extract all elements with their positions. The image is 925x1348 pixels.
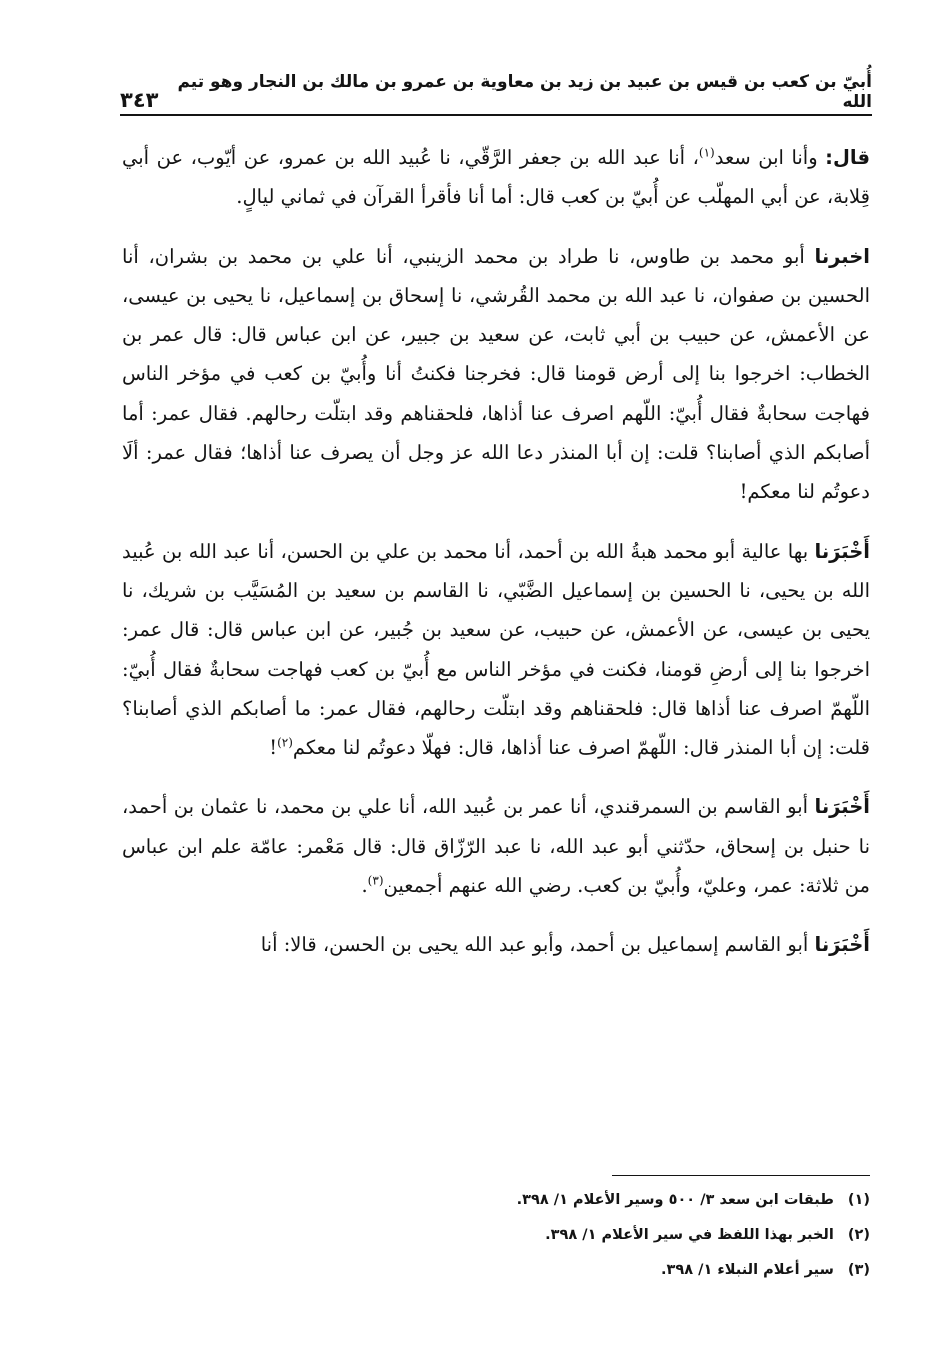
paragraph-lead-word: اخبرنا xyxy=(814,244,870,268)
main-text xyxy=(122,138,870,965)
footnote-reference: (١) xyxy=(698,145,715,160)
paragraph-lead-word: أَخْبَرَنا xyxy=(814,933,870,957)
paragraph-3 xyxy=(122,532,870,768)
footnotes xyxy=(122,1183,870,1288)
footnote-rule xyxy=(612,1175,870,1176)
paragraph-text: أبو القاسم بن السمرقندي، أنا عمر بن عُبيد الله، أنا علي بن محمد، نا عثمان بن أحمد، نا حنبل بن إسحاق، حدّثني أبو عبد الله، نا عبد الرّزّاق قال: قال مَعْمر: عامّة علم ابن عباس من ثلاثة: عمر، وعليّ، وأُبيّ بن كعب. رضي الله عنهم أجمعين xyxy=(122,795,870,898)
footnote-reference: (٢) xyxy=(277,735,293,750)
paragraph-text: أبو محمد بن طاوس، نا طراد بن محمد الزينبي، أنا علي بن محمد بن بشران، أنا الحسين بن صفوان، نا عبد الله بن محمد القُرشي، نا إسحاق بن إسماعيل، نا يحيى بن عيسى، عن الأعمش، عن حبيب بن أبي ثابت، عن سعيد بن جبير، عن ابن عباس قال: قال عمر بن الخطاب: اخرجوا بنا إلى أرض قومنا قال: فخرجنا فكنتُ أنا وأُبيّ بن كعب في مؤخر الناس فهاجت سحابةٌ فقال أُبيّ: اللّهم اصرف عنا أذاها، فلحقناهم وقد ابتلّت رحالهم. فقال عمر: أما أصابكم الذي أصابنا؟ قلت: إن أبا المنذر دعا الله عز وجل أن يصرف عنا أذاها؛ فقال عمر: ألَا دعوتُم لنا معكم! xyxy=(122,244,870,504)
footnote-2 xyxy=(122,1218,870,1253)
footnote-number: (١) xyxy=(847,1192,870,1208)
paragraph-lead-word: أَخْبَرَنا xyxy=(814,795,870,819)
paragraph-text-continued: . xyxy=(361,874,368,898)
paragraph-2 xyxy=(122,237,870,512)
header-rule xyxy=(120,114,872,116)
running-header xyxy=(120,72,872,112)
footnote-reference: (٣) xyxy=(367,873,384,888)
paragraph-5 xyxy=(122,925,870,964)
paragraph-text: وأنا ابن سعد xyxy=(714,146,826,169)
footnote-text: سير أعلام النبلاء ١/ ٣٩٨. xyxy=(661,1262,834,1278)
paragraph-4 xyxy=(122,787,870,905)
running-title: أُبيّ بن كعب بن قيس بن عبيد بن زيد بن معاوية بن عمرو بن مالك بن النجار وهو تيم الله xyxy=(177,72,872,112)
paragraph-text: أبو القاسم إسماعيل بن أحمد، وأبو عبد الله يحيى بن الحسن، قالا: أنا xyxy=(260,933,815,957)
footnote-text: الخبر بهذا اللفظ في سير الأعلام ١/ ٣٩٨. xyxy=(545,1227,834,1243)
paragraph-text-continued: ، أنا عبد الله بن جعفر الرَّقّي، نا عُبيد الله بن عمرو، عن أيّوب، عن أبي قِلابة، عن أبي المهلّب عن أُبيّ بن كعب قال: أما أنا فأقرأ القرآن في ثماني ليالٍ. xyxy=(122,146,870,209)
paragraph-1 xyxy=(122,138,870,217)
paragraph-lead-word: أَخْبَرَنا xyxy=(814,539,870,563)
paragraph-text: بها عالية أبو محمد هبةُ الله بن أحمد، أنا محمد بن علي بن الحسن، أنا عبد الله بن عُبيد الله بن يحيى، نا الحسين بن إسماعيل الضَّبّي، نا القاسم بن سعيد بن المُسَيَّب بن شريك، نا يحيى بن عيسى، عن الأعمش، عن حبيب، عن سعيد بن جُبير، عن ابن عباس قال: قال عمر: اخرجوا بنا إلى أرضِ قومنا، فكنت في مؤخر الناس مع أُبيّ بن كعب فهاجت سحابةٌ فقال أُبيّ: اللّهمّ اصرف عنا أذاها قال: فلحقناهم وقد ابتلّت رحالهم، فقال عمر: ما أصابكم الذي أصابنا؟ قلت: إن أبا المنذر قال: اللّهمّ اصرف عنا أذاها، قال: فهلّا دعوتُم لنا معكم xyxy=(122,539,870,760)
footnote-1 xyxy=(122,1183,870,1218)
footnote-3 xyxy=(122,1253,870,1288)
footnote-number: (٣) xyxy=(847,1262,870,1278)
paragraph-text-continued: ! xyxy=(269,736,278,760)
footnote-number: (٢) xyxy=(847,1227,870,1243)
paragraph-lead-word: قال: xyxy=(825,146,870,169)
footnote-text: طبقات ابن سعد ٣/ ٥٠٠ وسير الأعلام ١/ ٣٩٨. xyxy=(516,1192,834,1208)
page-number: ٣٤٣ xyxy=(120,88,159,112)
